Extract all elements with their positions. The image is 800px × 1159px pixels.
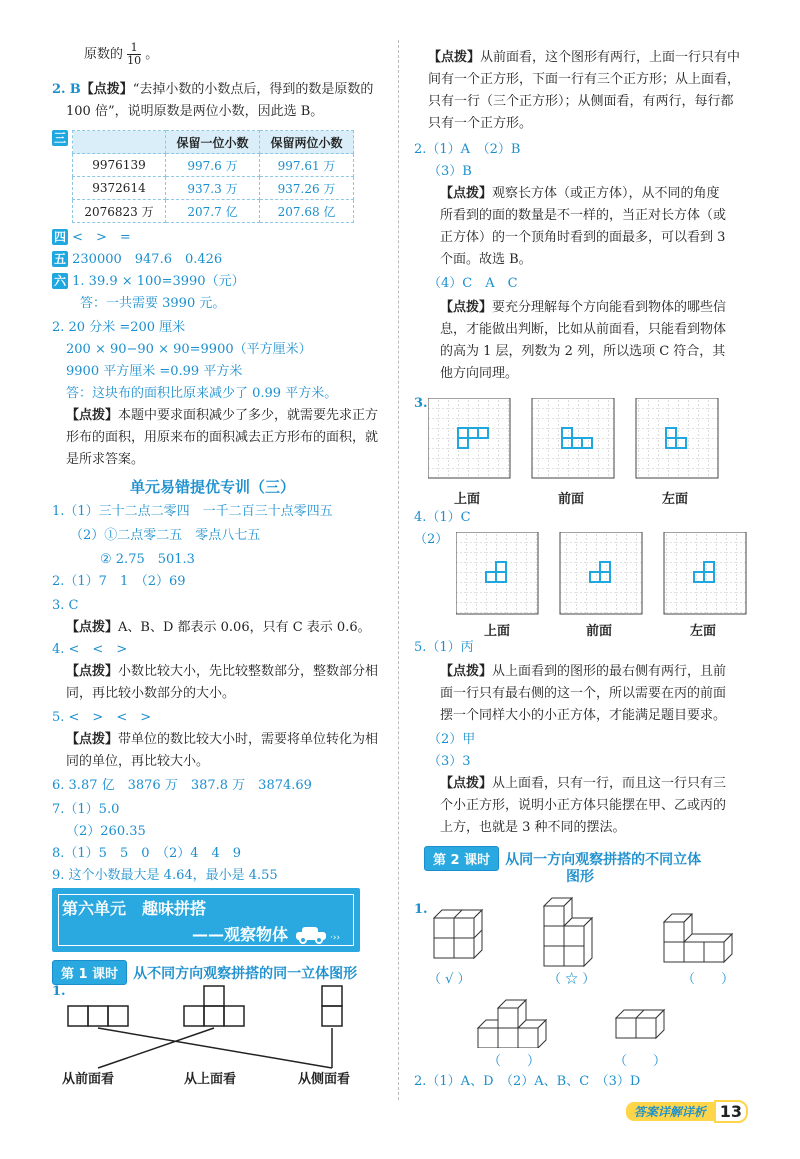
caption-left: 左面 (662, 492, 689, 507)
answer: 4.（1）C (414, 510, 471, 525)
lesson-2-header (424, 846, 701, 871)
denominator: 10 (127, 54, 142, 67)
tip-text: 上方，也就是 3 种不同的摆法。 (440, 820, 626, 835)
answer: < > = (72, 230, 131, 245)
answer: （2）①二点零二五 零点八七五 (70, 528, 261, 543)
answer: （3）B (428, 164, 472, 179)
lesson-pill: 第 1 课时 (52, 960, 127, 985)
matching-diagram (60, 982, 370, 1072)
answer: 答：一共需要 3990 元。 (80, 296, 226, 311)
unit-title: 单元易错提优专训（三） (130, 478, 296, 496)
tip (428, 48, 740, 68)
tip-text: “去掉小数的小数点后，得到的数是原数的 (132, 82, 374, 97)
tip (66, 618, 371, 638)
answer: ② 2.75 501.3 (100, 552, 195, 567)
lesson-title-cont: 图形 (566, 869, 594, 885)
tip (66, 730, 378, 750)
answer: 6. 3.87 亿 3876 万 387.8 万 3874.69 (52, 778, 312, 793)
tip-tag: 【点拨】 (66, 664, 119, 679)
lesson-pill: 第 2 课时 (424, 846, 499, 871)
cell: 207.7 亿 (166, 200, 260, 223)
answer: （2）260.35 (66, 824, 146, 839)
tip-tag: 【点拨】 (80, 82, 133, 97)
cell: 997.6 万 (166, 154, 260, 177)
answer: 5. < > < > (52, 710, 152, 725)
tip-text: 摆一个同样大小的小正方体，才能满足题目要求。 (440, 708, 727, 723)
answer: 1.（1）三十二点二零四 一千二百三十点零四五 (52, 504, 333, 519)
tip-text: 观察长方体（或正方体），从不同的角度 (492, 186, 720, 201)
cell: 207.68 亿 (260, 200, 354, 223)
answer-mark: （ ☆ ） (548, 972, 596, 987)
cell: 9976139 (73, 154, 166, 177)
header-cell (73, 131, 166, 154)
tip-tag: 【点拨】 (66, 408, 119, 423)
lesson-title: 从同一方向观察拼搭的不同立体 (505, 851, 702, 868)
q-num: 2. (52, 82, 66, 97)
q4-grids (456, 532, 748, 616)
cell: 9372614 (73, 177, 166, 200)
caption-top: 上面 (484, 624, 511, 639)
table-header-row (73, 131, 354, 154)
table-row (73, 154, 354, 177)
answer: （3）3 (428, 754, 471, 769)
text: 。 (145, 47, 159, 62)
tip-tag: 【点拨】 (440, 776, 493, 791)
answer: 7.（1）5.0 (52, 802, 120, 817)
tip-text: 个小正方形，说明小正方体只能摆在甲、乙或丙的 (440, 798, 727, 813)
tip-text: 的高为 1 层，列数为 2 列，所以选项 C 符合，其 (440, 344, 726, 359)
caption-top: 从上面看 (184, 1072, 237, 1087)
section-box: 四 (53, 230, 66, 244)
column-divider (398, 40, 399, 1100)
tip-text: 个面。故选 B。 (440, 252, 532, 267)
caption-top: 上面 (454, 492, 481, 507)
q-num: 3. (414, 396, 428, 411)
section-box: 六 (53, 274, 66, 288)
header-cell: 保留一位小数 (166, 131, 260, 154)
answer: 2.（1）A （2）B (414, 142, 521, 157)
tip-text: 他方向同理。 (440, 366, 519, 381)
tip-text: 面一行只有最右侧的这一个，所以需要在丙的前面 (440, 686, 727, 701)
question-2 (52, 80, 373, 100)
rounding-table (72, 130, 354, 223)
answer: 答：这块布的面积比原来减少了 0.99 平方米。 (66, 386, 338, 401)
tip-text: 本题中要求面积减少了多少，就需要先求正方 (118, 408, 379, 423)
section-6 (52, 272, 245, 292)
page-number: 13 (714, 1100, 748, 1123)
banner-subtitle: ——观察物体 (192, 925, 289, 944)
answer: 200 × 90−90 × 90=9900（平方厘米） (66, 342, 312, 357)
tip-text: 从前面看，这个图形有两行，上面一行只有中 (480, 50, 741, 65)
fraction-line (84, 42, 158, 67)
tip-tag: 【点拨】 (66, 620, 119, 635)
caption-front: 前面 (586, 624, 613, 639)
tip-tag: 【点拨】 (440, 186, 493, 201)
caption-front: 从前面看 (62, 1072, 115, 1087)
banner-title: 第六单元 趣味拼搭 (62, 899, 207, 918)
tip-text: 100 倍”，说明原数是两位小数，因此选 B。 (66, 104, 324, 119)
caption-front: 前面 (558, 492, 585, 507)
answer: 3. C (52, 598, 79, 613)
tip (440, 662, 726, 682)
q3-grids (428, 398, 720, 480)
answer: 2.（1）7 1 （2）69 (52, 574, 186, 589)
tip-text: 间有一个正方形，下面一行有三个正方形；从上面看， (428, 72, 741, 87)
header-cell: 保留两位小数 (260, 131, 354, 154)
lesson-title: 从不同方向观察拼搭的同一立体图形 (133, 965, 358, 982)
answer-mark: （ ） (488, 1054, 541, 1069)
q-num: 1. (414, 902, 428, 917)
car-icon (294, 924, 348, 944)
tip-text: 同，再比较小数部分的大小。 (66, 686, 236, 701)
fraction (127, 42, 141, 67)
q-num: 1. (52, 984, 66, 999)
answer: （2）甲 (428, 732, 476, 747)
tip-text: 是所求答案。 (66, 452, 145, 467)
table-row (73, 200, 354, 223)
answer: 2.（1）A、D （2）A、B、C （3）D (414, 1074, 641, 1089)
tip-text: 形布的面积，用原来布的面积减去正方形布的面积，就 (66, 430, 379, 445)
answer: 9. 这个小数最大是 4.64，最小是 4.55 (52, 868, 278, 883)
answer: （2） (414, 532, 449, 547)
cube-figures (424, 888, 744, 1048)
caption-side: 从侧面看 (298, 1072, 351, 1087)
answer: 8.（1）5 5 0 （2）4 4 9 (52, 846, 242, 861)
tip-text: 正方体）的一个顶角时看到的面最多，可以看到 3 (440, 230, 726, 245)
answer: B (69, 82, 81, 97)
section-5 (52, 250, 222, 270)
tip-text: 要充分理解每个方向能看到物体的哪些信 (492, 300, 727, 315)
tip-text: 所看到的面的数量是不一样的，当正对长方体（或 (440, 208, 727, 223)
footer-label: 答案详解详析 (626, 1102, 714, 1121)
tip-text: 只有一行（三个正方形）；从侧面看，有两行，每行都 (428, 94, 734, 109)
answer-mark: （ √ ） (428, 972, 471, 987)
tip (440, 774, 726, 794)
unit-banner (52, 888, 360, 952)
tip-text: 息，才能做出判断，比如从前面看，只能看到物体 (440, 322, 727, 337)
answer: 4. < < > (52, 642, 128, 657)
section-4 (52, 228, 131, 248)
tip (440, 298, 726, 318)
answer-mark: （ ） (682, 972, 735, 987)
numerator: 1 (127, 42, 141, 55)
table-row (73, 177, 354, 200)
tip-text: 带单位的数比较大小时，需要将单位转化为相 (118, 732, 379, 747)
page-footer (626, 1100, 748, 1123)
tip-tag: 【点拨】 (428, 50, 481, 65)
cell: 937.26 万 (260, 177, 354, 200)
tip-text: 从上面看，只有一行，而且这一行只有三 (492, 776, 727, 791)
text: 原数的 (84, 47, 124, 62)
tip-text: A、B、D 都表示 0.06，只有 C 表示 0.6。 (118, 620, 371, 635)
tip (66, 406, 378, 426)
tip-text: 只有一个正方形。 (428, 116, 533, 131)
answer-mark: （ ） (614, 1054, 667, 1069)
tip (440, 184, 720, 204)
cell: 2076823 万 (73, 200, 166, 223)
cell: 937.3 万 (166, 177, 260, 200)
tip-tag: 【点拨】 (440, 664, 493, 679)
answer: 9900 平方厘米 =0.99 平方米 (66, 364, 243, 379)
answer: 1. 39.9 × 100=3990（元） (72, 274, 245, 289)
section-box: 五 (53, 252, 66, 266)
tip-text: 从上面看到的图形的最右侧有两行，且前 (492, 664, 727, 679)
section-box: 三 (53, 131, 66, 145)
answer: 230000 947.6 0.426 (72, 252, 223, 267)
section-3-label (52, 130, 68, 146)
tip-text: 同的单位，再比较大小。 (66, 754, 210, 769)
tip-tag: 【点拨】 (440, 300, 493, 315)
svg-text:·››: ·›› (330, 933, 341, 943)
cell: 997.61 万 (260, 154, 354, 177)
tip-tag: 【点拨】 (66, 732, 119, 747)
tip-text: 小数比较大小，先比较整数部分，整数部分相 (118, 664, 379, 679)
answer: 2. 20 分米 =200 厘米 (52, 320, 186, 335)
caption-left: 左面 (690, 624, 717, 639)
answer: （4）C A C (428, 276, 518, 291)
tip (66, 662, 378, 682)
answer: 5.（1）丙 (414, 640, 474, 655)
